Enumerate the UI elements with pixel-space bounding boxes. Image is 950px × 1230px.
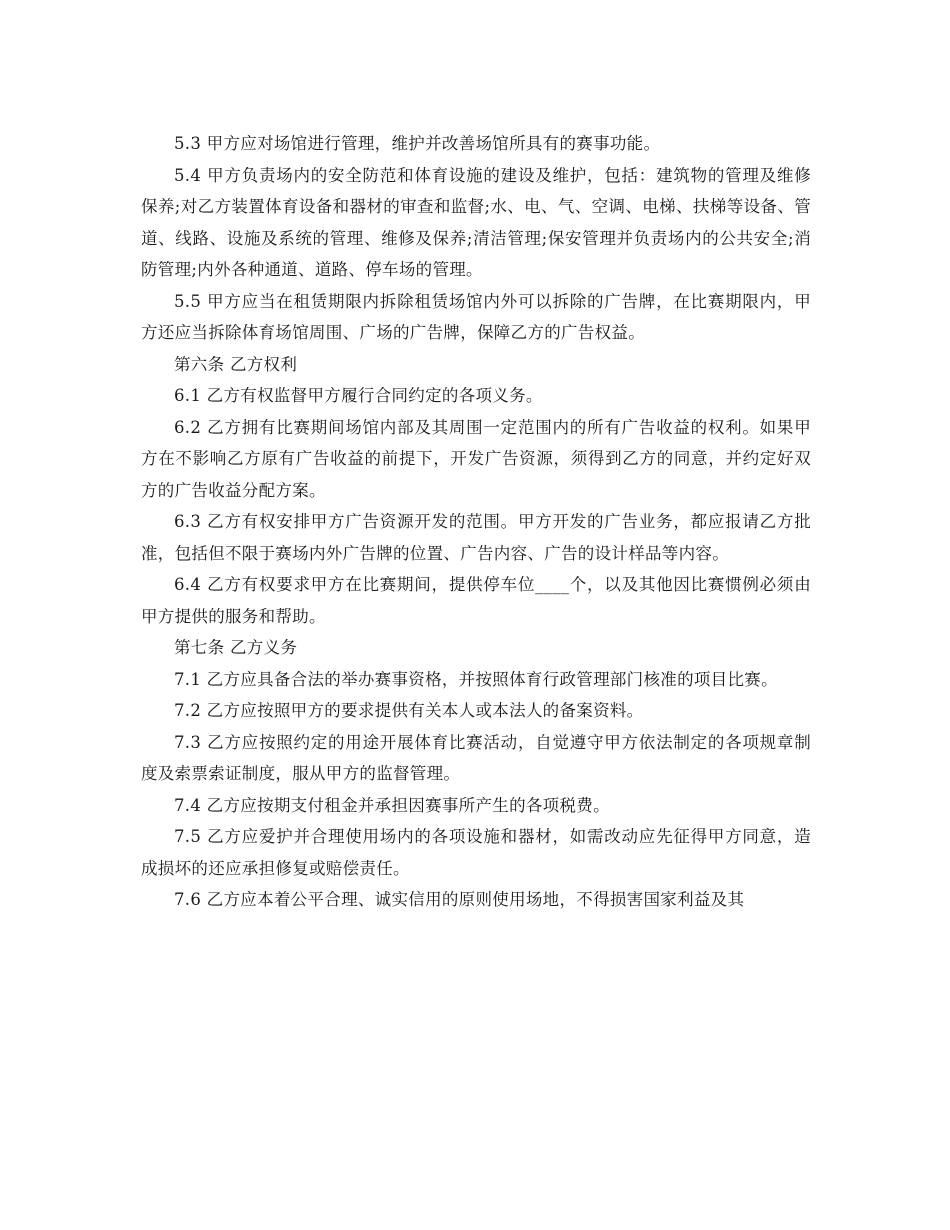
article-6-heading: 第六条 乙方权利 <box>174 354 298 374</box>
clause-7-6: 7.6 乙方应本着公平合理、诚实信用的原则使用场地，不得损害国家利益及其 <box>174 890 745 909</box>
clause-5-5: 5.5 甲方应当在租赁期限内拆除租赁场馆内外可以拆除的广告牌，在比赛期限内，甲方还应当拆除体育场馆周围、广场的广告牌，保障乙方的广告权益。 <box>141 291 811 342</box>
clause-7-2: 7.2 乙方应按照甲方的要求提供有关本人或本法人的备案资料。 <box>174 701 644 720</box>
clause-7-4: 7.4 乙方应按期支付租金并承担因赛事所产生的各项税费。 <box>174 795 610 815</box>
document-body <box>141 128 811 916</box>
clause-7-3: 7.3 乙方应按照约定的用途开展体育比赛活动，自觉遵守甲方依法制定的各项规章制度及索票索证制度，服从甲方的监督管理。 <box>141 732 811 783</box>
clause-7-1: 7.1 乙方应具备合法的举办赛事资格，并按照体育行政管理部门核准的项目比赛。 <box>174 669 778 689</box>
clause-6-4: 6.4 乙方有权要求甲方在比赛期间，提供停车位____个，以及其他因比赛惯例必须由甲方提供的服务和帮助。 <box>141 575 811 626</box>
clause-6-2: 6.2 乙方拥有比赛期间场馆内部及其周围一定范围内的所有广告收益的权利。如果甲方在不影响乙方原有广告收益的前提下，开发广告资源，须得到乙方的同意，并约定好双方的广告收益分配方案。 <box>141 417 811 500</box>
article-7-heading: 第七条 乙方义务 <box>174 638 298 657</box>
clause-7-5: 7.5 乙方应爱护并合理使用场内的各项设施和器材，如需改动应先征得甲方同意，造成损坏的还应承担修复或赔偿责任。 <box>141 827 811 878</box>
clause-6-1: 6.1 乙方有权监督甲方履行合同约定的各项义务。 <box>174 386 543 405</box>
clause-5-3: 5.3 甲方应对场馆进行管理，维护并改善场馆所具有的赛事功能。 <box>174 134 661 153</box>
clause-5-4: 5.4 甲方负责场内的安全防范和体育设施的建设及维护，包括：建筑物的管理及维修保养;对乙方装置体育设备和器材的审查和监督;水、电、气、空调、电梯、扶梯等设备、管道、线路、设施及系统的管理、维修及保养;清洁管理;保安管理并负责场内的公共安全;消防管理;内外各种通道、道路、停车场的管理。 <box>141 165 811 279</box>
clause-6-3: 6.3 乙方有权安排甲方广告资源开发的范围。甲方开发的广告业务，都应报请乙方批准，包括但不限于赛场内外广告牌的位置、广告内容、广告的设计样品等内容。 <box>141 512 811 563</box>
